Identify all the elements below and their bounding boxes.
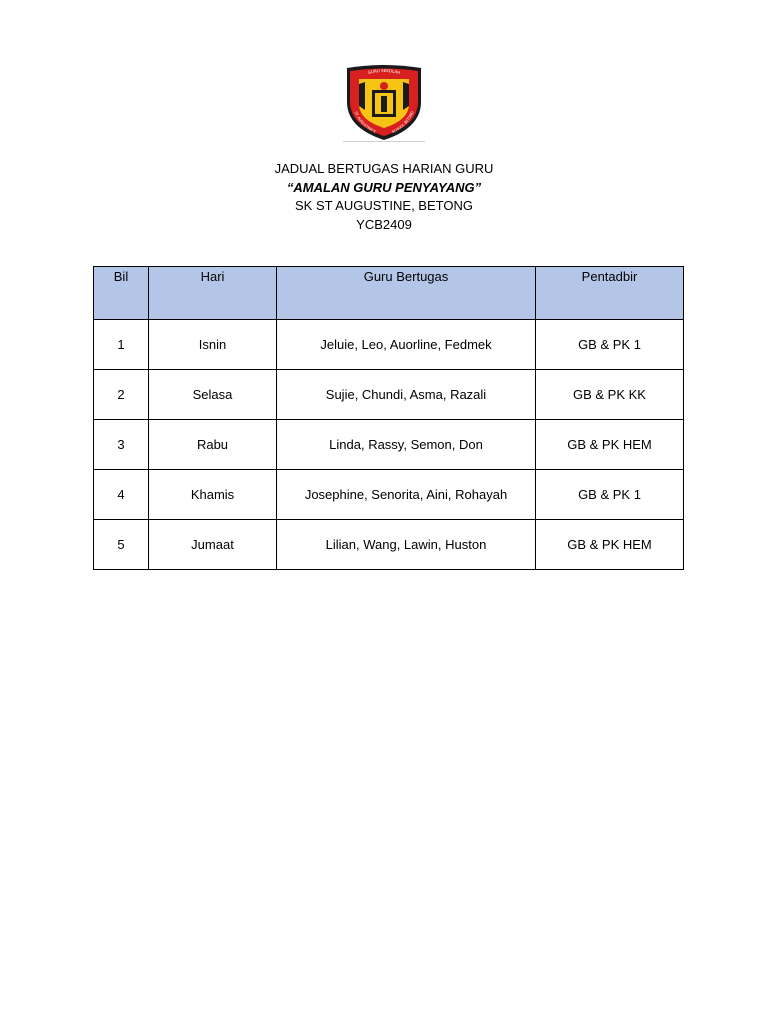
document-title: JADUAL BERTUGAS HARIAN GURU [274, 161, 494, 176]
cell-bil: 3 [94, 420, 149, 470]
table-row [94, 370, 684, 420]
cell-hari: Rabu [149, 420, 277, 470]
column-header-bil: Bil [94, 267, 149, 320]
cell-guru-bertugas: Lilian, Wang, Lawin, Huston [277, 520, 536, 570]
table-row [94, 420, 684, 470]
svg-text:SCHOOL BETONG: SCHOOL BETONG [391, 110, 415, 134]
cell-hari: Jumaat [149, 520, 277, 570]
cell-pentadbir: GB & PK KK [536, 370, 684, 420]
column-header-hari: Hari [149, 267, 277, 320]
school-crest-lettering [343, 62, 425, 142]
cell-bil: 1 [94, 320, 149, 370]
cell-guru-bertugas: Josephine, Senorita, Aini, Rohayah [277, 470, 536, 520]
document-heading [184, 160, 584, 234]
table-row [94, 520, 684, 570]
cell-hari: Isnin [149, 320, 277, 370]
svg-text:GURU SEKOLAH: GURU SEKOLAH [367, 67, 401, 75]
cell-guru-bertugas: Linda, Rassy, Semon, Don [277, 420, 536, 470]
cell-pentadbir: GB & PK HEM [536, 420, 684, 470]
cell-pentadbir: GB & PK 1 [536, 320, 684, 370]
cell-bil: 4 [94, 470, 149, 520]
logo-divider [343, 141, 425, 142]
cell-pentadbir: GB & PK HEM [536, 520, 684, 570]
svg-text:ST. AUGUSTINE'S: ST. AUGUSTINE'S [353, 110, 377, 134]
column-header-guru-bertugas: Guru Bertugas [277, 267, 536, 320]
table-header-row [94, 267, 684, 320]
table-row [94, 320, 684, 370]
column-header-pentadbir: Pentadbir [536, 267, 684, 320]
cell-pentadbir: GB & PK 1 [536, 470, 684, 520]
cell-guru-bertugas: Sujie, Chundi, Asma, Razali [277, 370, 536, 420]
cell-bil: 2 [94, 370, 149, 420]
cell-hari: Selasa [149, 370, 277, 420]
table-row [94, 470, 684, 520]
school-code: YCB2409 [356, 216, 412, 232]
cell-hari: Khamis [149, 470, 277, 520]
cell-bil: 5 [94, 520, 149, 570]
school-name: SK ST AUGUSTINE, BETONG [295, 198, 473, 213]
document-motto: “AMALAN GURU PENYAYANG” [286, 179, 482, 195]
cell-guru-bertugas: Jeluie, Leo, Auorline, Fedmek [277, 320, 536, 370]
duty-roster-table [93, 266, 684, 570]
